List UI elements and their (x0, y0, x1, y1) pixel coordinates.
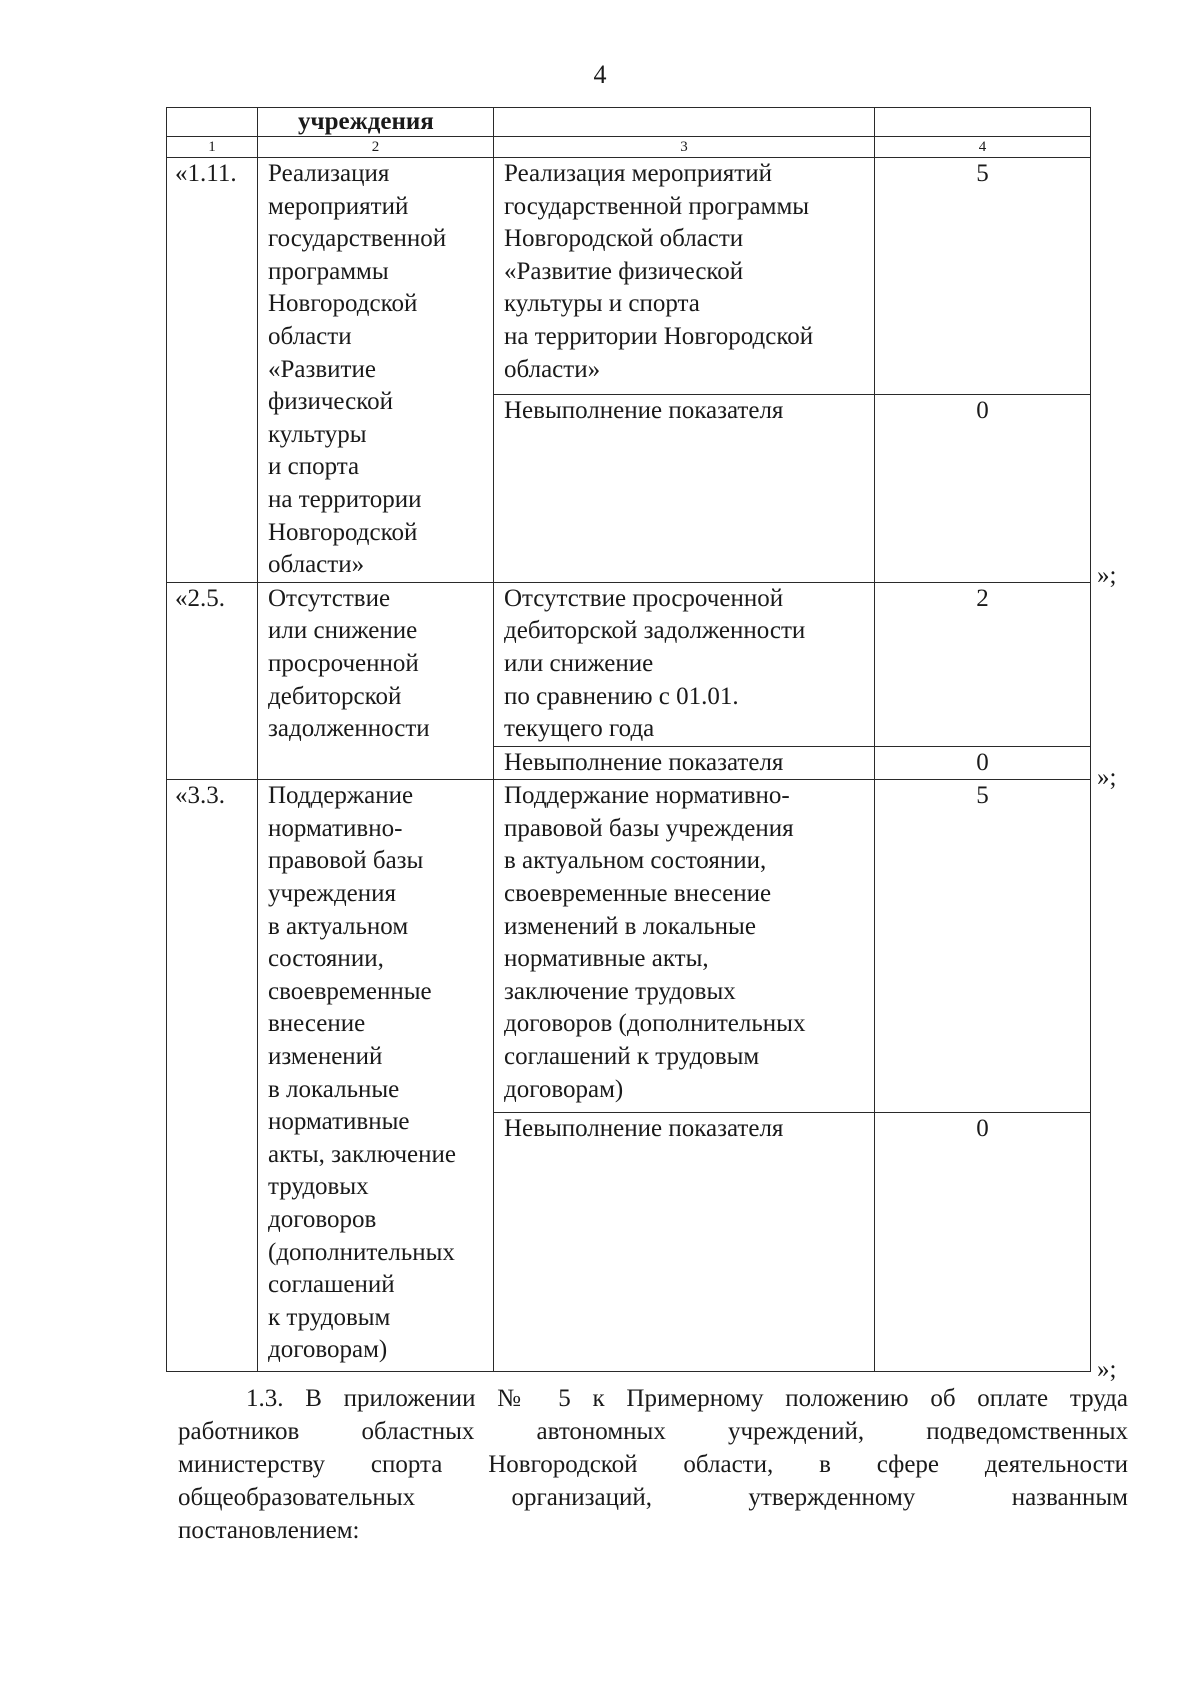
indicator-name-text: Реализация мероприятий государственной программы Новгородской области «Развитие физической культуры и спорта на территории Новгородской области» (268, 160, 447, 579)
table-row (167, 158, 1091, 395)
score-cell (875, 158, 1091, 395)
row-code (167, 780, 258, 1372)
column-numbers-row (167, 137, 1091, 158)
score-cell (875, 746, 1091, 780)
criterion-text: Отсутствие просроченной дебиторской задолженности или снижение по сравнению с 01.01. текущего года (504, 584, 806, 743)
row-code-text: «1.11. (175, 160, 237, 187)
score-value: 5 (976, 782, 989, 810)
header-cell-2 (258, 108, 494, 137)
column-number: 1 (167, 137, 258, 158)
score-value: 0 (976, 397, 989, 425)
header-cell-4 (875, 108, 1091, 137)
paragraph-line: 1.3. В приложении № 5 к Примерному положению об оплате труда (246, 1385, 1128, 1412)
column-number: 3 (494, 137, 875, 158)
column-number: 2 (258, 137, 494, 158)
indicator-name-text: Поддержание нормативно- правовой базы учреждения в актуальном состоянии, своевременные внесение изменений в локальные нормативные акты, заключение трудовых договоров (дополнительных соглашений к трудовым договорам) (268, 782, 456, 1364)
criterion-cell (494, 395, 875, 582)
page-number: 4 (593, 60, 607, 89)
criterion-cell (494, 780, 875, 1113)
column-number: 4 (875, 137, 1091, 158)
header-cell-3 (494, 108, 875, 137)
criterion-text: Поддержание нормативно- правовой базы учреждения в актуальном состоянии, своевременные внесение изменений в локальные нормативные акты, заключение трудовых договоров (дополнительных соглашений к трудовым договорам) (504, 782, 806, 1103)
criterion-text: Невыполнение показателя (504, 397, 784, 425)
score-cell (875, 395, 1091, 582)
table-header-carryover-row (167, 108, 1091, 137)
criterion-text: Невыполнение показателя (504, 748, 784, 776)
score-value: 0 (976, 748, 989, 776)
score-value: 5 (976, 160, 989, 187)
indicator-name-text: Отсутствие или снижение просроченной дебиторской задолженности (268, 584, 430, 743)
row-closing-mark: »; (1097, 1356, 1117, 1383)
score-cell (875, 582, 1091, 746)
score-value: 0 (976, 1115, 989, 1143)
row-code-text: «2.5. (175, 584, 225, 612)
row-indicator-name (258, 780, 494, 1372)
paragraph-line: министерству спорта Новгородской области, в сфере деятельности (178, 1451, 1128, 1478)
score-value: 2 (976, 584, 989, 612)
row-closing-mark: »; (1097, 764, 1117, 791)
row-indicator-name (258, 582, 494, 780)
row-closing-mark: »; (1097, 562, 1117, 589)
paragraph-line: постановлением: (178, 1517, 360, 1544)
row-code-text: «3.3. (175, 782, 225, 810)
header-carryover-text: учреждения (298, 108, 434, 135)
score-cell (875, 780, 1091, 1113)
header-cell-1 (167, 108, 258, 137)
table-row (167, 780, 1091, 1113)
row-code (167, 582, 258, 780)
body-paragraph (178, 1382, 1128, 1547)
criterion-cell (494, 158, 875, 395)
criterion-cell (494, 746, 875, 780)
row-code (167, 158, 258, 583)
criterion-cell (494, 1113, 875, 1372)
paragraph-line: общеобразовательных организаций, утвержденному названным (178, 1484, 1128, 1511)
table-row (167, 582, 1091, 746)
criterion-text: Реализация мероприятий государственной программы Новгородской области «Развитие физической культуры и спорта на территории Новгородской области» (504, 160, 814, 383)
criterion-cell (494, 582, 875, 746)
score-cell (875, 1113, 1091, 1372)
row-indicator-name (258, 158, 494, 583)
criteria-table (166, 107, 1090, 1372)
criterion-text: Невыполнение показателя (504, 1115, 784, 1143)
paragraph-line: работников областных автономных учреждений, подведомственных (178, 1418, 1128, 1445)
